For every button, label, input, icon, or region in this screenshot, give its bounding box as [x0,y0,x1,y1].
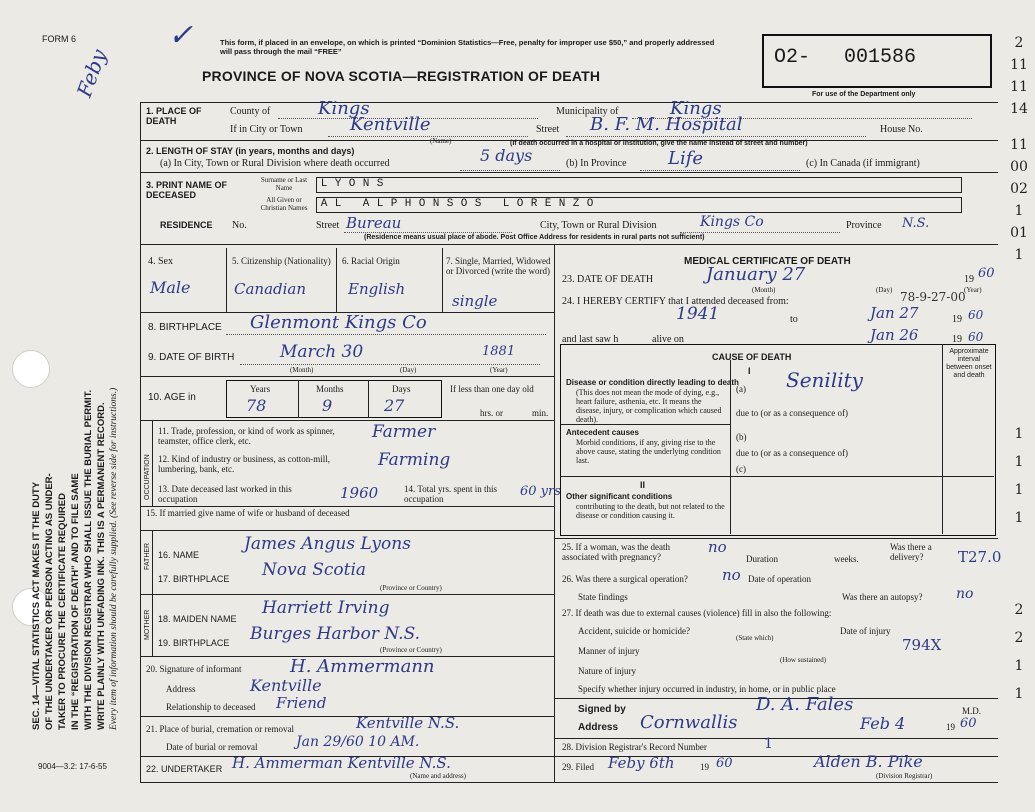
municipality-label: Municipality of [556,106,619,117]
side-line: SEC. 14—VITAL STATISTICS ACT MAKES IT THE DUTY [31,481,42,730]
relationship-value: Friend [276,694,327,712]
informant-sig-value: H. Ammermann [290,656,435,677]
marital-label: 7. Single, Married, Widowed or Divorced (write the word) [446,256,551,276]
date-of-death-value: January 27 [706,264,806,285]
antecedent-note: Morbid conditions, if any, giving rise to the above cause, stating the underlying condition last. [576,438,721,465]
cause-b-label: (b) [736,432,747,442]
given-char: Z [572,198,580,210]
age-years-value: 78 [246,396,267,415]
municipality-value: Kings [670,98,722,119]
q29-year: 60 [716,756,733,771]
manner-code: 794X [902,636,942,654]
q27-label: 27. If death was due to external causes (violence) fill in also the following: [562,608,832,618]
op-date-label: Date of operation [748,574,811,584]
burial-place-label: 21. Place of burial, cremation or removal [146,724,294,734]
informant-address-label: Address [166,684,196,694]
dob-year-value: 1881 [482,344,516,359]
margin-code: 1 [1014,510,1024,526]
mother-name-value: Harriett Irving [262,598,390,618]
mother-bp-value: Burges Harbor N.S. [250,624,421,644]
county-label: County of [230,106,271,117]
margin-code: 11 [1010,79,1028,95]
medical-title: MEDICAL CERTIFICATE OF DEATH [684,256,851,267]
birthplace-label: 8. BIRTHPLACE [148,322,222,333]
last-seen-year-prefix: 19 [952,334,962,345]
occupation-side-label: OCCUPATION [144,454,151,500]
duration-label: Duration [746,554,778,564]
margin-code: 2 [1014,602,1024,618]
surname-char: Y [334,178,342,190]
city-value: Kentville [350,114,431,135]
citizenship-label: 5. Citizenship (Nationality) [232,256,331,266]
delivery-label: Was there a delivery? [890,542,932,562]
margin-code: 2 [1014,35,1024,51]
days-label: Days [392,384,411,394]
given-char: A [320,198,328,210]
margin-code: 1 [1014,426,1024,442]
given-char: P [390,198,398,210]
residence-province-label: Province [846,220,882,231]
side-line: Every item of information should be carefully supplied. (See reverse side for instructions.) [109,387,119,730]
stay-a-label: (a) In City, Town or Rural Division where death occurred [160,158,390,169]
check-mark: ✓ [168,18,194,53]
street-label: Street [536,124,560,135]
mother-name-label: 18. MAIDEN NAME [158,614,237,624]
dob-label: 9. DATE OF BIRTH [148,352,235,363]
min-label: min. [532,408,549,418]
footer-code: 9004—3.2: 17-6-55 [38,762,107,771]
accident-label: Accident, suicide or homicide? [578,626,690,636]
address-year: 60 [960,716,977,731]
attended-year: 60 [968,308,984,322]
stay-label: 2. LENGTH OF STAY (in years, months and days) [146,146,355,156]
side-line: OF THE UNDERTAKER OR PERSON ACTING AS UNDER- [44,473,55,730]
given-char: N [558,198,566,210]
age-days-value: 27 [384,396,405,415]
father-bp-value: Nova Scotia [262,560,367,580]
address-date: Feb 4 [860,714,906,733]
residence-city-label: City, Town or Rural Division [540,220,657,231]
margin-code: 1 [1014,247,1024,263]
house-label: House No. [880,124,923,135]
surname-label: Surname or Last Name [260,176,308,192]
margin-code: 1 [1014,658,1024,674]
residence-street-value: Bureau [346,214,402,232]
last-seen-value: Jan 26 [870,326,919,344]
cause-c-label: (c) [736,464,746,474]
last-worked-label: 13. Date deceased last worked in this occupation [158,484,292,504]
stay-b-value: Life [668,148,704,169]
certify-label: 24. I HEREBY CERTIFY that I attended deceased from: [562,296,789,307]
under-day-label: If less than one day old [450,384,534,394]
dob-year-sub: (Year) [490,366,508,374]
residence-label: RESIDENCE [160,220,213,230]
mother-side-label: MOTHER [144,609,151,640]
side-instructions [30,110,121,730]
margin-code: 1 [1014,686,1024,702]
undertaker-sub: (Name and address) [410,772,466,780]
q29-year-prefix: 19 [700,762,709,772]
months-label: Months [316,384,344,394]
given-char: H [404,198,412,210]
margin-code: 01 [1010,225,1028,241]
date-of-death-year-prefix: 19 [964,274,974,285]
part-two: II [640,480,646,490]
how-sustained: (How sustained) [780,656,827,664]
mother-prov-sub: (Province or Country) [380,646,442,654]
manner-label: Manner of injury [578,646,640,656]
given-char: L [502,198,510,210]
signed-value: D. A. Fales [756,694,854,715]
q28-value: 1 [764,736,773,752]
residence-street-label: Street [316,220,340,231]
death-year-sub: (Year) [964,286,982,294]
q29-date: Feby 6th [608,754,675,772]
citizenship-value: Canadian [234,280,307,298]
undertaker-label: 22. UNDERTAKER [146,764,223,774]
undertaker-value: H. Ammerman Kentville N.S. [232,754,451,772]
due-to-a: due to (or as a consequence of) [736,408,848,418]
sex-label: 4. Sex [148,256,173,267]
given-char: N [432,198,440,210]
mail-notice: This form, if placed in an envelope, on which is printed “Dominion Statistics—Free, penalty for improper use $50,” and properly addressed will pass through the mail “FREE” [220,38,715,56]
due-to-b: due to (or as a consequence of) [736,448,848,458]
trade-value: Farmer [372,422,436,442]
burial-date-value: Jan 29/60 10 AM. [296,734,420,750]
filed-stamp: Feby [72,46,112,101]
margin-code: 1 [1014,482,1024,498]
cause-a-label: (a) [736,384,746,394]
registration-number-box [762,34,992,88]
total-years-value: 60 yrs [520,484,561,499]
attended-year-prefix: 19 [952,314,962,325]
father-prov-sub: (Province or Country) [380,584,442,592]
margin-code: 2 [1014,630,1024,646]
side-line: IN THE “REGISTRATION OF DEATH” AND TO FILE SAME [70,473,81,730]
total-years-label: 14. Total yrs. spent in this occupation [404,484,497,504]
dob-day-sub: (Day) [400,366,417,374]
given-char: O [516,198,524,210]
side-line: TAKER TO PROCURE THE CERTIFICATE REQUIRED [57,493,68,730]
given-char: O [460,198,468,210]
mother-bp-label: 19. BIRTHPLACE [158,638,230,648]
signed-label: Signed by [578,704,626,715]
years-label: Years [250,384,271,394]
stay-b-label: (b) In Province [566,158,627,169]
margin-code: 11 [1010,137,1028,153]
delivery-code: T27.0 [958,548,1002,566]
father-bp-label: 17. BIRTHPLACE [158,574,230,584]
industry-label: 12. Kind of industry or business, as cotton-mill, lumbering, bank, etc. [158,454,330,474]
cause-a-value: Senility [786,368,863,392]
given-name-boxes [316,197,962,213]
injury-date-label: Date of injury [840,626,891,636]
age-months-value: 9 [322,396,333,415]
nature-label: Nature of injury [578,666,636,676]
informant-address-value: Kentville [250,676,322,695]
print-name-label: 3. PRINT NAME OF DECEASED [146,180,228,200]
racial-value: English [348,280,406,298]
county-value: Kings [318,98,370,119]
sex-value: Male [150,278,191,297]
street-value: B. F. M. Hospital [590,114,743,135]
surname-char: O [348,178,356,190]
margin-code: 1 [1014,454,1024,470]
weeks-label: weeks. [834,554,859,564]
address-year-prefix: 19 [946,722,955,732]
birthplace-value: Glenmont Kings Co [250,312,427,333]
part-one: I [748,366,751,376]
father-side-label: FATHER [144,542,151,570]
md-label: M.D. [962,706,982,716]
state-findings-label: State findings [578,592,628,602]
margin-code: 11 [1010,57,1028,73]
burial-place-value: Kentville N.S. [356,714,460,732]
q26-label: 26. Was there a surgical operation? [562,574,688,584]
relationship-label: Relationship to deceased [166,702,256,712]
q26-value: no [722,566,741,584]
given-char: E [544,198,552,210]
q28-label: 28. Division Registrar's Record Number [562,742,707,752]
city-label: If in City or Town [230,124,303,135]
surname-char: S [376,178,384,190]
margin-note: 78-9-27-00 [900,290,966,304]
residence-note: (Residence means usual place of abode. Post Office Address for residents in rural parts not sufficient) [364,234,705,241]
age-label: 10. AGE in [148,392,196,403]
margin-code: 1 [1014,203,1024,219]
margin-code: 14 [1010,101,1028,117]
cause-title: CAUSE OF DEATH [712,352,792,362]
page-title: PROVINCE OF NOVA SCOTIA—REGISTRATION OF DEATH [202,68,601,84]
residence-province-value: N.S. [902,216,930,231]
given-char: S [474,198,482,210]
hrs-label: hrs. or [480,408,503,418]
margin-code: 00 [1010,159,1028,175]
father-name-label: 16. NAME [158,550,200,560]
place-of-death-label: 1. PLACE OF DEATH [146,106,202,126]
address-value: Cornwallis [640,712,738,733]
date-of-death-label: 23. DATE OF DEATH [562,274,654,285]
trade-label: 11. Trade, profession, or kind of work as spinner, teamster, office clerk, etc. [158,426,335,446]
hospital-note: (If death occurred in a hospital or institution, give the name instead of street and number) [510,140,808,147]
given-char: R [530,198,538,210]
marital-value: single [452,292,498,310]
surname-char: L [320,178,328,190]
racial-label: 6. Racial Origin [342,256,400,266]
registration-prefix: O2- [774,46,811,69]
last-seen-year: 60 [968,330,984,344]
informant-sig-label: 20. Signature of informant [146,664,242,674]
given-char: O [586,198,594,210]
attended-to-value: Jan 27 [870,304,919,322]
antecedent-label: Antecedent causes [566,428,639,437]
margin-codes-lower [1004,420,1034,708]
city-name-sub: (Name) [430,137,452,145]
registrar-sub: (Division Registrar) [876,772,933,780]
form-number: FORM 6 [42,34,77,44]
registrar-name: Alden B. Pike [814,752,923,771]
last-seen-label-2: alive on [652,334,684,345]
direct-label: Disease or condition directly leading to death [566,378,739,387]
surname-char: N [362,178,370,190]
industry-note: Specify whether injury occurred in industry, in home, or in public place [578,684,836,694]
q25-value: no [708,538,727,556]
side-line: WRITE PLAINLY WITH UNFADING INK. THIS IS A PERMANENT RECORD. [96,402,107,730]
burial-date-label: Date of burial or removal [166,742,258,752]
q29-label: 29. Filed [562,762,595,772]
dept-use-note: For use of the Department only [812,91,916,98]
stay-c-label: (c) In Canada (if immigrant) [806,158,920,169]
attended-from-value: 1941 [676,304,720,324]
surname-boxes [316,177,962,193]
stay-a-value: 5 days [480,146,533,165]
direct-note: (This does not mean the mode of dying, e.g., heart failure, asthenia, etc. It means the disease, injury, or complication which caused death). [576,388,722,424]
state-which: (State which) [736,634,774,642]
residence-no-label: No. [232,220,247,231]
registration-number: 001586 [844,46,917,69]
margin-codes [1004,32,1034,266]
date-of-death-year: 60 [978,266,995,281]
last-seen-label: and last saw h [562,334,619,345]
margin-code: 02 [1010,181,1028,197]
given-char: O [418,198,426,210]
father-name-value: James Angus Lyons [244,534,411,554]
dob-month-sub: (Month) [290,366,314,374]
other-label: Other significant conditions [566,492,673,501]
given-char: L [334,198,342,210]
wife-label: 15. If married give name of wife or husband of deceased [146,508,350,518]
autopsy-value: no [956,586,974,602]
q25-label: 25. If a woman, was the death associated with pregnancy? [562,542,670,562]
other-note: contributing to the death, but not related to the disease or condition causing it. [576,502,725,520]
autopsy-label: Was there an autopsy? [842,592,923,602]
given-char: A [362,198,370,210]
residence-city-value: Kings Co [700,214,764,230]
attended-to-label: to [790,314,798,325]
given-name-label: All Given or Christian Names [260,196,308,212]
address-label: Address [578,722,619,733]
death-day-sub: (Day) [876,286,893,294]
industry-value: Farming [378,450,451,470]
interval-label: Approximate interval between onset and death [946,348,992,379]
dob-month-value: March 30 [280,342,364,362]
death-month-sub: (Month) [752,286,776,294]
given-char: L [376,198,384,210]
given-char: S [446,198,454,210]
side-line: WITH THE DIVISION REGISTRAR WHO SHALL ISSUE THE BURIAL PERMIT. [83,389,94,730]
last-worked-value: 1960 [340,484,379,502]
